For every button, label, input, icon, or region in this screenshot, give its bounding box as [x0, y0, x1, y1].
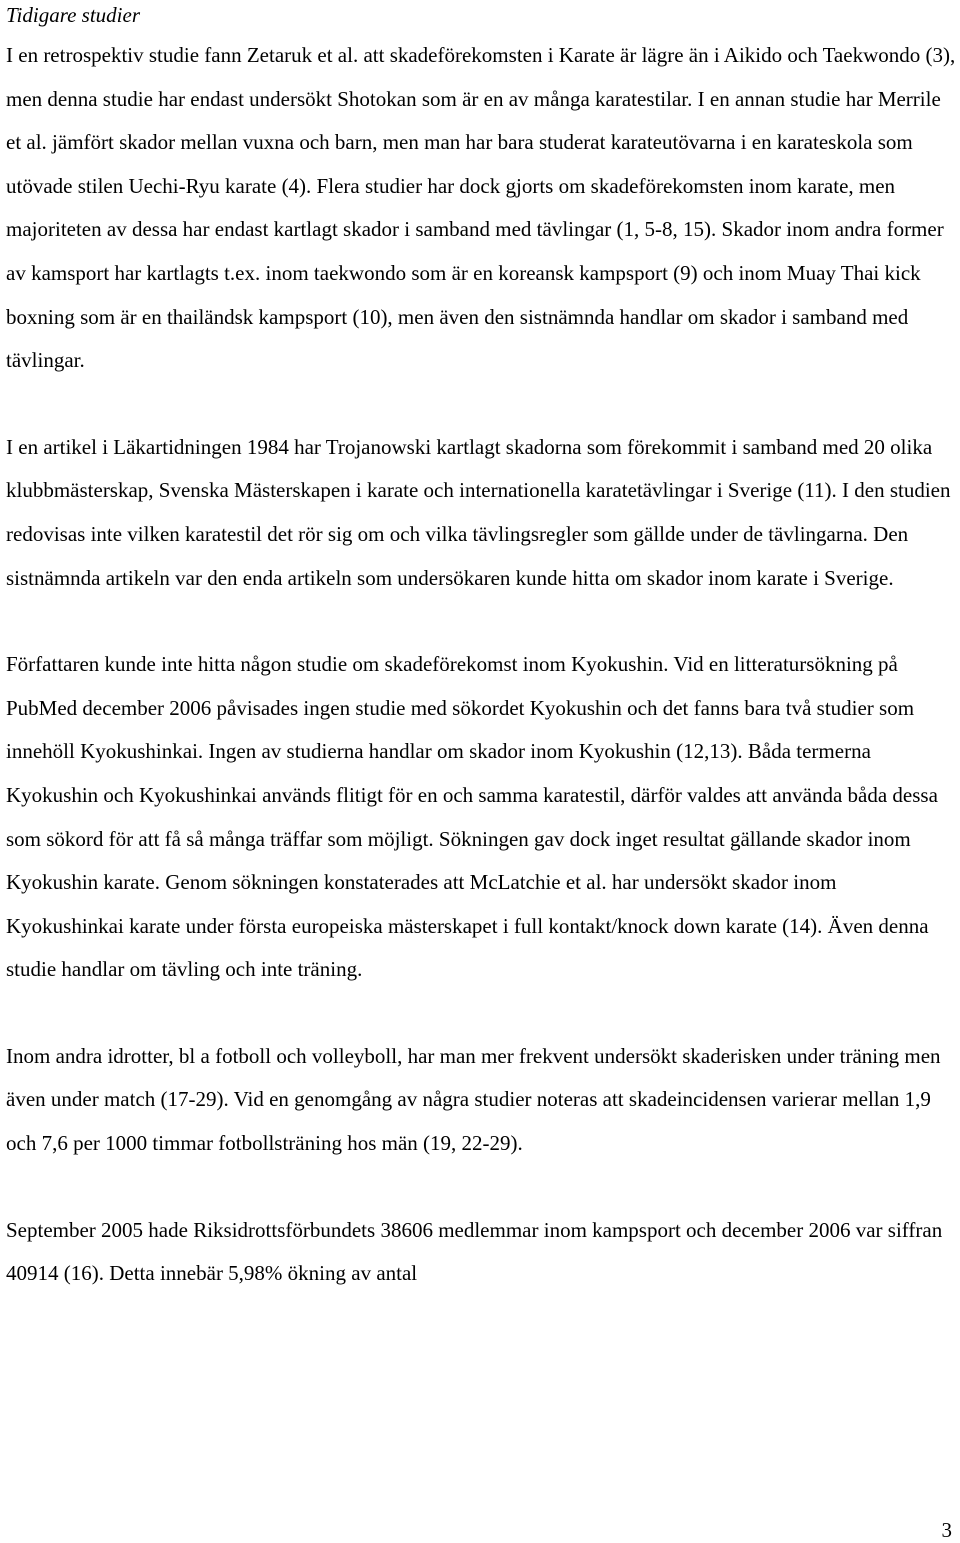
paragraph-kyokushin: Författaren kunde inte hitta någon studie om skadeförekomst inom Kyokushin. Vid en litteratursökning på PubMed december 2006 påvisades ingen studie med sökordet Kyokushin och det fanns bara två studier som innehöll Kyokushinkai. Ingen av studierna handlar om skador inom Kyokushin (12,13). Båda termerna Kyokushin och Kyokushinkai används flitigt för en och samma karatestil, därför valdes att använda båda dessa som sökord för att få så många träffar som möjligt. Sökningen gav dock inget resultat gällande skador inom Kyokushin karate. Genom sökningen konstaterades att McLatchie et al. har undersökt skador inom Kyokushinkai karate under första europeiska mästerskapet i full kontakt/knock down karate (14). Även denna studie handlar om tävling och inte träning.	[6, 652, 938, 982]
paragraph-other-sports: Inom andra idrotter, bl a fotboll och volleyboll, har man mer frekvent undersökt skaderisken under träning men även under match (17-29). Vid en genomgång av några studier noteras att skadeincidensen varierar mellan 1,9 och 7,6 per 1000 timmar fotbollsträning hos män (19, 22-29).	[6, 1043, 941, 1156]
paragraph-riksidrottsforbundet: September 2005 hade Riksidrottsförbundets 38606 medlemmar inom kampsport och december 2006 var siffran 40914 (16). Detta innebär 5,98% ökning av antal	[6, 1217, 943, 1286]
paragraph-lakartidningen: I en artikel i Läkartidningen 1984 har Trojanowski kartlagt skadorna som förekommit i samband med 20 olika klubbmästerskap, Svenska Mästerskapen i karate och internationella karatetävlingar i Sverige (11). I den studien redovisas inte vilken karatestil det rör sig om och vilka tävlingsregler som gällde under de tävlingarna. Den sistnämnda artikeln var den enda artikeln som undersökaren kunde hitta om skador inom karate i Sverige.	[6, 434, 951, 590]
section-heading: Tidigare studier	[6, 3, 140, 27]
document-page	[6, 0, 956, 1296]
paragraph-previous-studies: I en retrospektiv studie fann Zetaruk et al. att skadeförekomsten i Karate är lägre än i Aikido och Taekwondo (3), men denna studie har endast undersökt Shotokan som är en av många karatestilar. I en annan studie har Merrile et al. jämfört skador mellan vuxna och barn, men man har bara studerat karateutövarna i en karateskola som utövade stilen Uechi-Ryu karate (4). Flera studier har dock gjorts om skadeförekomsten inom karate, men majoriteten av dessa har endast kartlagt skador i samband med tävlingar (1, 5-8, 15). Skador inom andra former av kamsport har kartlagts t.ex. inom taekwondo som är en koreansk kampsport (9) och inom Muay Thai kick boxning som är en thailändsk kampsport (10), men även den sistnämnda handlar om skador i samband med tävlingar.	[6, 43, 956, 373]
page-number: 3	[941, 1518, 952, 1542]
